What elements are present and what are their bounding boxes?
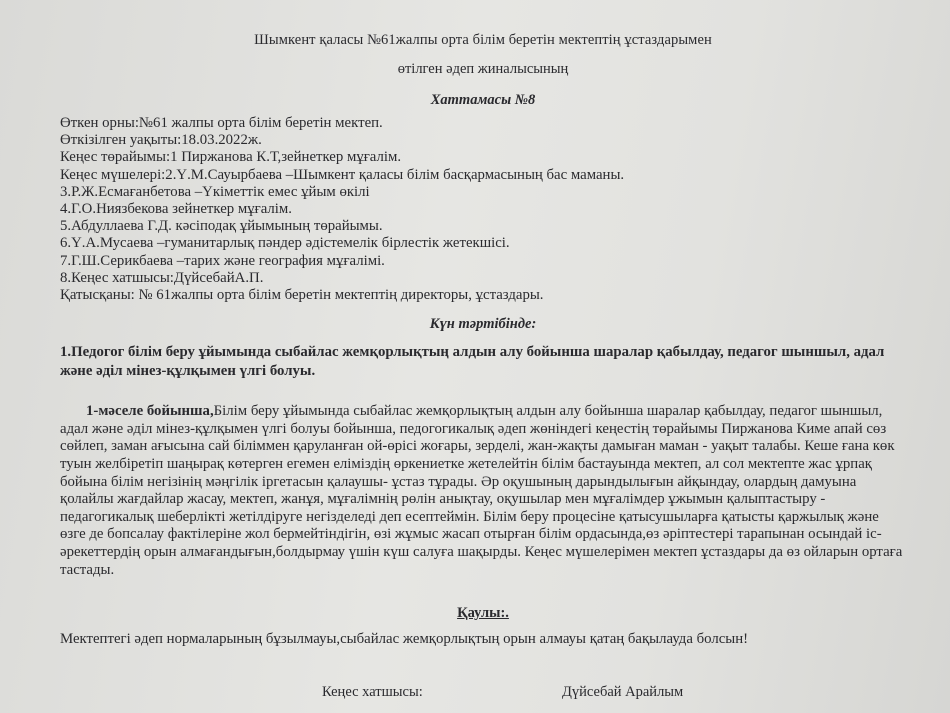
resolution-text: Мектептегі әдеп нормаларының бұзылмауы,сыбайлас жемқорлықтың орын алмауы қатаң бақылауда болсын! <box>60 631 749 648</box>
discussion-lead: 1-мәселе бойынша, <box>86 403 214 420</box>
info-chair: Кеңес төрайымы:1 Пиржанова К.Т,зейнеткер мұғалім. <box>60 149 402 166</box>
discussion-paragraph <box>60 403 906 579</box>
protocol-title: Хаттамасы №8 <box>430 92 536 108</box>
meeting-info <box>60 115 906 304</box>
discussion-text: Білім беру ұйымында сыбайлас жемқорлықтың алдын алу бойынша шаралар қабылдау, педагог шыншыл, адал және әділ мінез-құлқымен үлгі болуы бойынша, педогогикалық әдеп жөніндегі кеңестің төрайымы Пиржанова Киме апай сөз сөйлеп, заман ағысына сай біліммен қаруланған ой-өрісі жоғары, зерделі, жан-жақты дамыған маман - уақыт талабы. Кеше ғана көк туын желбіретіп шаңырақ көтерген егемен еліміздің өркениетке жетелейтін білім бастауында мектеп, ал сол мектепте жас ұрпақ бойына білім негізінің мәңгілік іргетасын қалаушы- ұстаз тұрады. Әр оқушының дарындылығын айқындау, олардың дамуына қолайлы жағдайлар жасау, мектеп, жанұя, мұғалімнің рөлін анықтау, оқушылар мен мұғалімдер ұжымын қалыптастыру - педагогикалық шеберлікті жетілдіруге негізделеді деп есептеймін. Білім беру процесіне қатысушыларға қатысты қаржылық және өзге де бопсалау фактілеріне жол бермейтіндігін, өзі жұмыс жасап отырған білім ордасында,өз әріптестері тарапынан осындай іс-әрекеттердің орын алмағандығын,болдырмау үшін күш салуға шақырды. Кеңес мүшелерімен мектеп ұстаздары да өз ойларын ортаға тастады. <box>60 403 903 578</box>
resolution-title: Қаулы:. <box>457 605 509 622</box>
header-line-2: өтілген әдеп жиналысының <box>397 61 569 77</box>
signature-role: Кеңес хатшысы: <box>322 684 423 700</box>
agenda-title: Күн тәртібінде: <box>429 316 537 333</box>
info-attendees: Қатысқаны: № 61жалпы орта білім беретін мектептің директоры, ұстаздары. <box>60 287 544 304</box>
header-line-1: Шымкент қаласы №61жалпы орта білім беретін мектептің ұстаздарымен <box>254 32 712 48</box>
info-secretary: 8.Кеңес хатшысы:ДүйсебайА.П. <box>60 269 264 286</box>
agenda-item: 1.Педогог білім беру ұйымында сыбайлас жемқорлықтың алдын алу бойынша шаралар қабылдау, педагог шыншыл, адал және әділ мінез-құлқымен үлгі болуы. <box>60 344 885 380</box>
info-member-5: 5.Абдуллаева Г.Д. кәсіподақ ұйымының төрайымы. <box>60 218 383 235</box>
info-member-6: 6.Ү.А.Мусаева –гуманитарлық пәндер әдістемелік бірлестік жетекшісі. <box>60 235 510 252</box>
info-place: Өткен орны:№61 жалпы орта білім беретін мектеп. <box>60 115 383 131</box>
info-member-4: 4.Г.О.Ниязбекова зейнеткер мұғалім. <box>60 201 292 218</box>
signature-name: Дүйсебай Арайлым <box>562 684 684 700</box>
info-member-3: 3.Р.Ж.Есмағанбетова –Үкіметтік емес ұйым өкілі <box>60 183 370 200</box>
info-member-7: 7.Г.Ш.Серикбаева –тарих және география мұғалімі. <box>60 252 385 269</box>
info-date: Өткізілген уақыты:18.03.2022ж. <box>60 132 262 149</box>
info-member-2: Кеңес мүшелері:2.Ү.М.Сауырбаева –Шымкент қаласы білім басқармасының бас маманы. <box>60 166 625 183</box>
